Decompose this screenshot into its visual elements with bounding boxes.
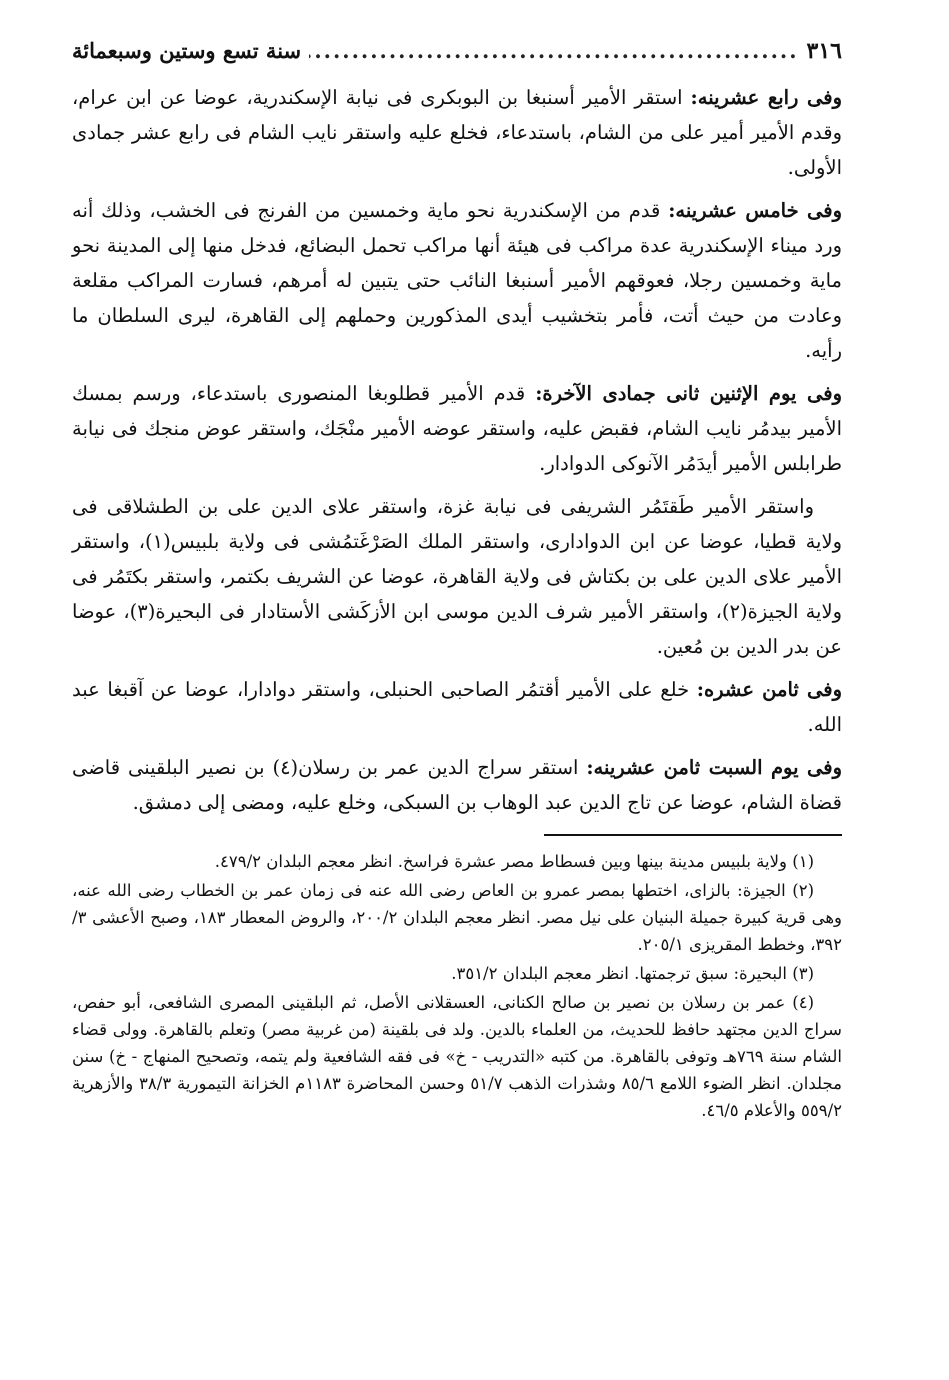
book-page xyxy=(72,38,842,1358)
footnote-separator xyxy=(544,834,842,836)
paragraph-lead: وفى ثامن عشره: xyxy=(696,678,842,701)
paragraph-lead: وفى يوم الإثنين ثانى جمادى الآخرة: xyxy=(535,382,843,405)
main-text xyxy=(72,80,842,820)
paragraph-4 xyxy=(72,489,842,664)
footnote-2: (٢) الجيزة: بالزاى، اختطها بمصر عمرو بن العاص رضى الله عنه فى زمان عمر بن الخطاب رضى الله عنه، وهى قرية كبيرة جميلة البنيان على نيل مصر. انظر معجم البلدان ٢٠٠/٢، والروض المعطار ١٨٣، وصبح الأعشى ٣/ ٣٩٢، وخطط المقريزى ٢٠٥/١. xyxy=(72,881,842,954)
footnote-1: (١) ولاية بلبيس مدينة بينها وبين فسطاط مصر عشرة فراسخ. انظر معجم البلدان ٤٧٩/٢. xyxy=(214,852,814,871)
footnote-3: (٣) البحيرة: سبق ترجمتها. انظر معجم البلدان ٣٥١/٢. xyxy=(451,964,814,983)
header-dot-leader xyxy=(309,38,798,63)
footnotes xyxy=(72,848,842,1124)
paragraph-2 xyxy=(72,193,842,368)
paragraph-lead: وفى خامس عشرينه: xyxy=(668,199,843,222)
paragraph-text: خلع على الأمير أقتمُر الصاحبى الحنبلى، واستقر دوادارا، عوضا عن آقبغا عبد الله. xyxy=(72,678,842,736)
footnote-4: (٤) عمر بن رسلان بن نصير بن صالح الكنانى، العسقلانى الأصل، ثم البلقينى المصرى الشافعى، أبو حفص، سراج الدين مجتهد حافظ للحديث، من العلماء بالدين. ولد فى بلقينة (من غربية مصر) وتعلم بالقاهرة. وولى قضاء الشام سنة ٧٦٩هـ وتوفى بالقاهرة. من كتبه «التدريب - خ» فى فقه الشافعية ولم يتمه، وتصحيح المنهاج - خ) سنن مجلدان. انظر الضوء اللامع ٨٥/٦ وشذرات الذهب ٥١/٧ وحسن المحاضرة ١١٨٣م الخزانة التيمورية ٣٨/٣ والأزهرية ٥٥٩/٢ والأعلام ٤٦/٥. xyxy=(72,993,843,1120)
paragraph-text: استقر الأمير أسنبغا بن البوبكرى فى نيابة الإسكندرية، عوضا عن ابن عرام، وقدم الأمير أمير على من الشام، باستدعاء، فخلع عليه واستقر نايب الشام فى رابع عشر جمادى الأولى. xyxy=(72,86,842,179)
paragraph-3 xyxy=(72,376,842,481)
page-header xyxy=(72,38,842,80)
paragraph-text: قدم من الإسكندرية نحو ماية وخمسين من الفرنج فى الخشب، وذلك أنه ورد ميناء الإسكندرية عدة مراكب فى هيئة أنها مراكب تحمل البضائع، فدخل منها إلى المدينة نحو ماية وخمسين رجلا، فعوقهم الأمير أسنبغا النائب حتى يتبين له أمرهم، فسارت المراكب مقلعة وعادت من حيث أتت، فأمر بتخشيب أيدى المذكورين وحملهم إلى القاهرة، ليرى السلطان ما رأيه. xyxy=(72,199,842,362)
page-number: ٣١٦ xyxy=(806,38,842,64)
paragraph-text: استقر سراج الدين عمر بن رسلان(٤) بن نصير البلقينى قاضى قضاة الشام، عوضا عن تاج الدين عبد الوهاب بن السبكى، وخلع عليه، ومضى إلى دمشق. xyxy=(72,756,842,814)
paragraph-6 xyxy=(72,750,842,820)
running-title: سنة تسع وستين وسبعمائة xyxy=(72,38,302,63)
paragraph-5 xyxy=(72,672,842,742)
paragraph-lead: وفى يوم السبت ثامن عشرينه: xyxy=(586,756,843,779)
paragraph-lead: وفى رابع عشرينه: xyxy=(690,86,843,109)
paragraph-text: قدم الأمير قطلوبغا المنصورى باستدعاء، ورسم بمسك الأمير بيدمُر نايب الشام، فقبض عليه، واستقر عوضه الأمير منْجَك، واستقر عوض منجك فى نيابة طرابلس الأمير أيدَمُر الآنوكى الدوادار. xyxy=(72,382,842,475)
paragraph-text: واستقر الأمير طَقتَمُر الشريفى فى نيابة غزة، واستقر علاى الدين على بن الطشلاقى فى ولاية قطيا، عوضا عن ابن الدوادارى، واستقر الملك الصَرْغَتمُشى فى ولاية بلبيس(١)، واستقر الأمير علاى الدين على بن بكتاش فى ولاية القاهرة، عوضا عن الشريف بكتمر، واستقر بكتَمُر فى ولاية الجيزة(٢)، واستقر الأمير شرف الدين موسى ابن الأزكَشى الأستادار فى البحيرة(٣)، عوضا عن بدر الدين بن مُعين. xyxy=(72,495,843,658)
paragraph-1 xyxy=(72,80,842,185)
